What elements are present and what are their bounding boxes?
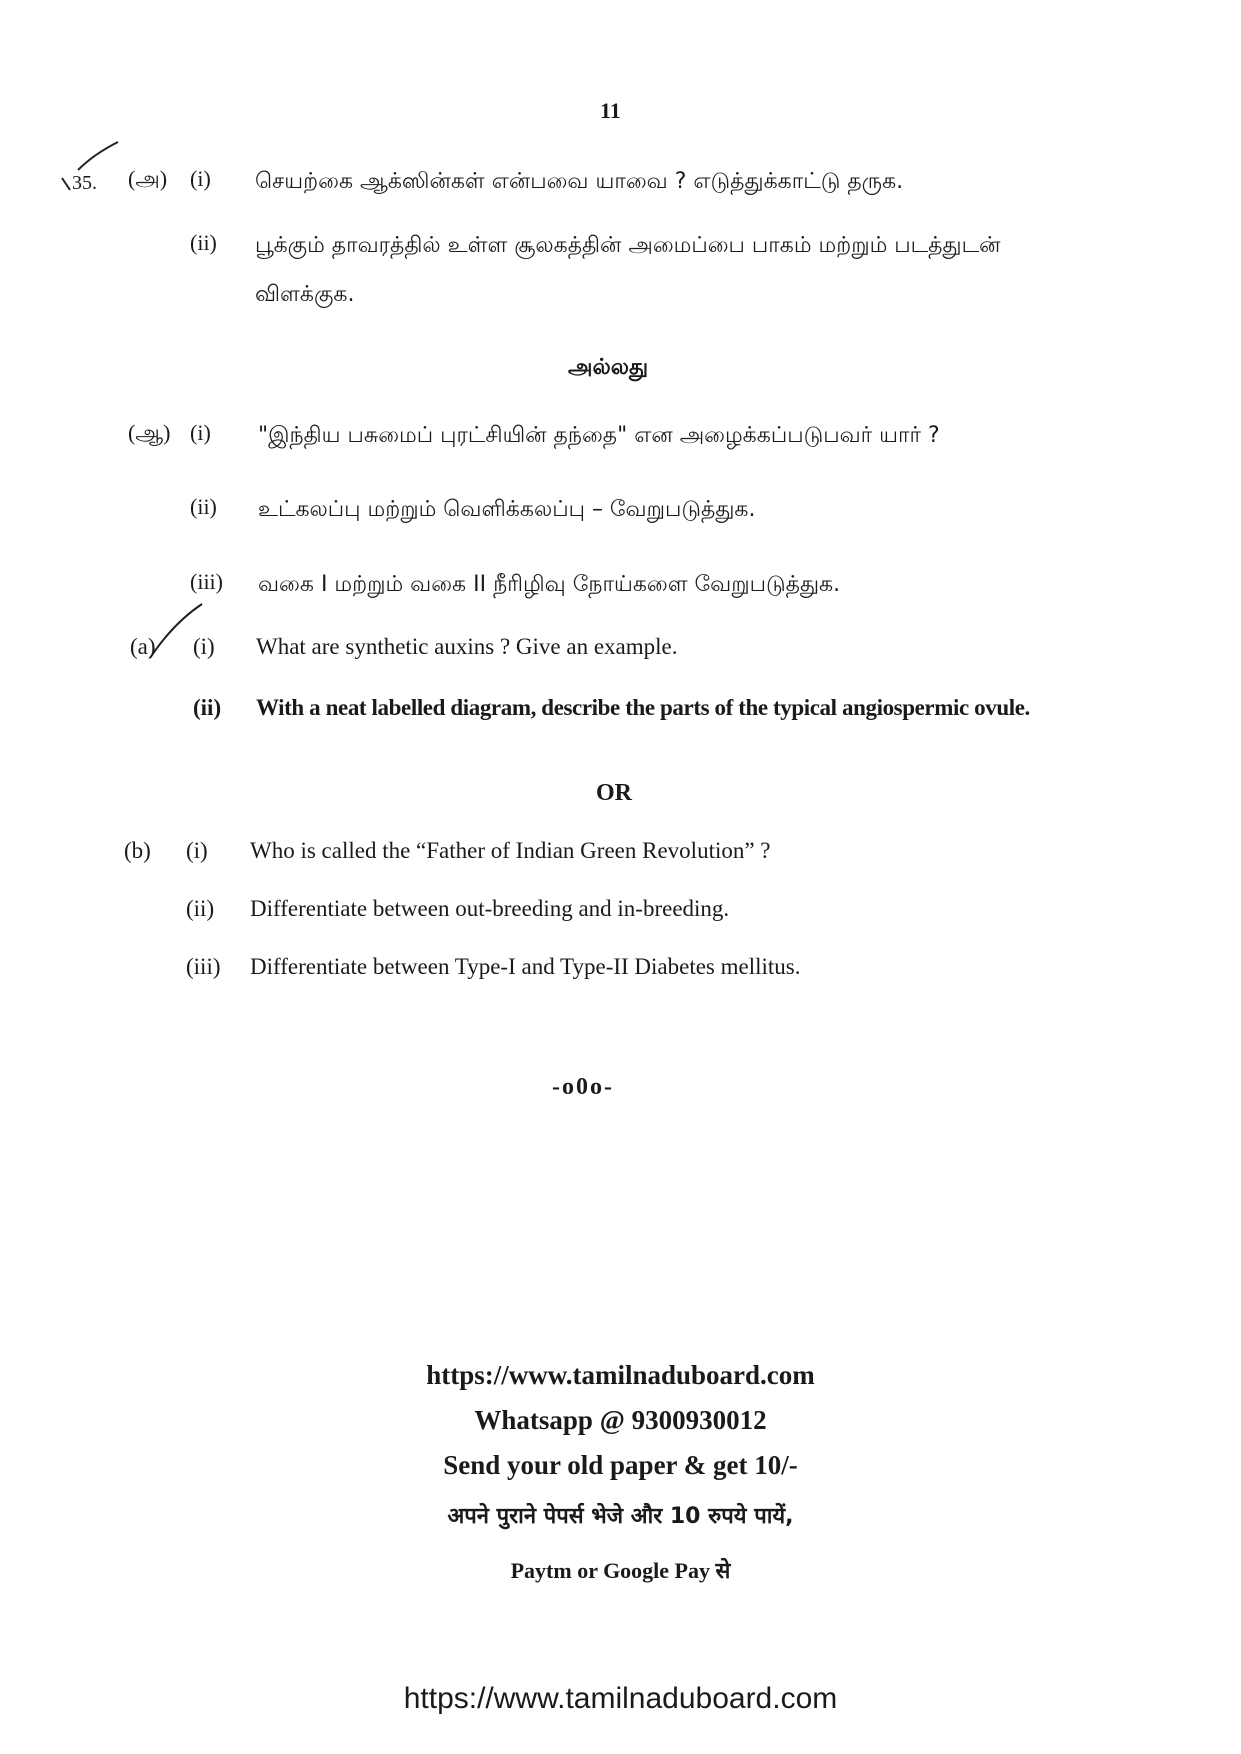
tamil-a-i-num: (i) (190, 166, 211, 191)
tamil-part-b-label: (ஆ) (128, 420, 171, 445)
english-part-b-label: (b) (124, 838, 151, 863)
tamil-b-ii-text: உட்கலப்பு மற்றும் வெளிக்கலப்பு – வேறுபடுத்துக. (258, 497, 756, 522)
english-b-i-num: (i) (186, 838, 208, 863)
english-b-ii-text: Differentiate between out-breeding and in-breeding. (250, 896, 730, 921)
tamil-a-ii-text: பூக்கும் தாவரத்தில் உள்ள சூலகத்தின் அமைப்பை பாகம் மற்றும் படத்துடன் (255, 233, 1001, 258)
promo-hindi: अपने पुराने पेपर्स भेजे और 10 रुपये पायें, (447, 1504, 794, 1529)
promo-url: https://www.tamilnaduboard.com (426, 1360, 815, 1390)
tamil-part-a-label: (அ) (128, 166, 168, 191)
tamil-b-iii-text: வகை I மற்றும் வகை II நீரிழிவு நோய்களை வேறுபடுத்துக. (258, 572, 841, 597)
english-part-a-label: (a) (130, 634, 156, 659)
english-a-i-text: What are synthetic auxins ? Give an example. (256, 634, 678, 659)
english-or-label: OR (596, 780, 632, 806)
question-number: 35. (72, 172, 97, 194)
tamil-or-label: அல்லது (568, 355, 649, 380)
end-mark: -o0o- (552, 1074, 614, 1100)
tamil-b-i-text: "இந்திய பசுமைப் புரட்சியின் தந்தை" என அழைக்கப்படுபவர் யார் ? (258, 423, 940, 448)
english-a-ii-text: With a neat labelled diagram, describe the parts of the typical angiospermic ovule. (256, 695, 1030, 720)
tamil-a-ii-num: (ii) (190, 230, 217, 255)
promo-payment: Paytm or Google Pay से (510, 1558, 731, 1583)
english-a-ii-num: (ii) (193, 695, 222, 720)
footer-url-link[interactable]: https://www.tamilnaduboard.com (403, 1682, 838, 1715)
tamil-a-ii-text-cont: விளக்குக. (255, 282, 355, 307)
promo-offer: Send your old paper & get 10/- (443, 1450, 798, 1480)
tamil-a-i-text: செயற்கை ஆக்ஸின்கள் என்பவை யாவை ? எடுத்துக்காட்டு தருக. (255, 169, 904, 194)
page-number: 11 (600, 98, 621, 123)
english-b-iii-text: Differentiate between Type-I and Type-II Diabetes mellitus. (250, 954, 801, 979)
promo-whatsapp: Whatsapp @ 9300930012 (474, 1405, 767, 1435)
english-a-i-num: (i) (193, 634, 215, 659)
tamil-b-ii-num: (ii) (190, 494, 217, 519)
english-b-i-text: Who is called the “Father of Indian Green Revolution” ? (250, 838, 771, 863)
tamil-b-i-num: (i) (190, 420, 211, 445)
tamil-b-iii-num: (iii) (190, 569, 223, 594)
english-b-iii-num: (iii) (186, 954, 221, 979)
english-b-ii-num: (ii) (186, 896, 215, 921)
